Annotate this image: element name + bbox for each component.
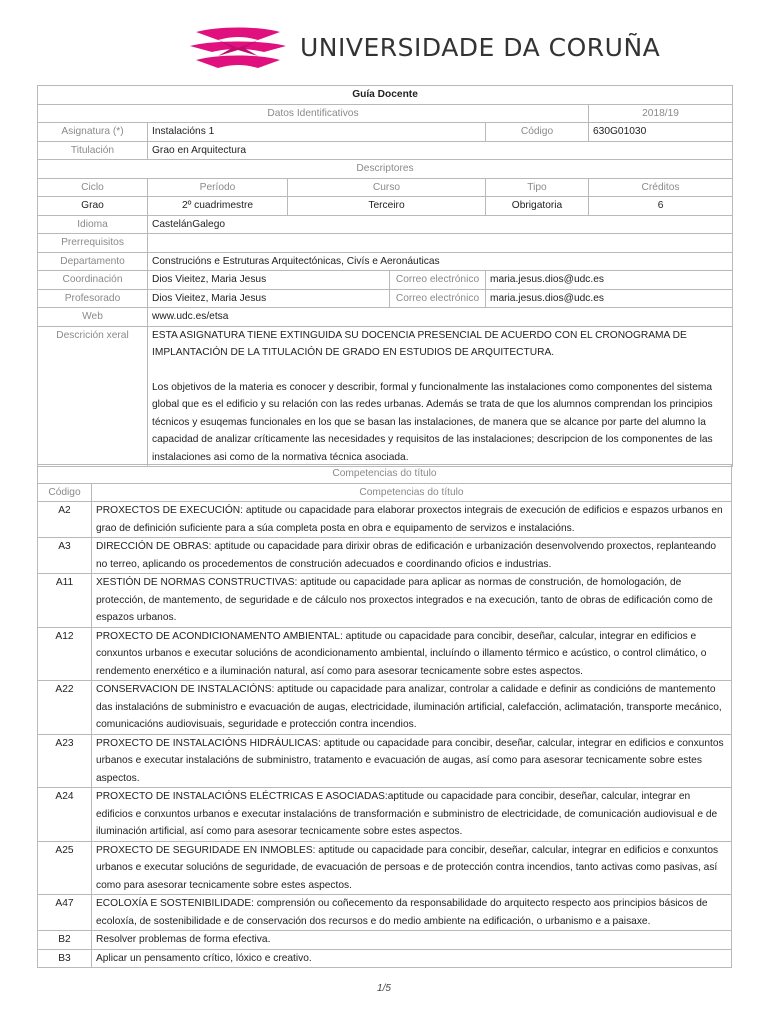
competency-code: A3 <box>38 538 92 574</box>
competency-code: A24 <box>38 788 92 842</box>
prerrequisitos-value <box>148 234 733 253</box>
university-name: UNIVERSIDADE DA CORUÑA <box>300 33 661 62</box>
competency-code: A22 <box>38 681 92 735</box>
ciclo-value: Grao <box>38 197 148 216</box>
competency-code: B2 <box>38 931 92 950</box>
coordinacion-label: Coordinación <box>38 271 148 290</box>
tipo-label: Tipo <box>486 178 589 197</box>
periodo-value: 2º cuadrimestre <box>148 197 288 216</box>
university-logo-icon <box>188 26 288 70</box>
table-row <box>38 502 732 538</box>
idioma-value: CastelánGalego <box>148 215 733 234</box>
guide-title: Guía Docente <box>38 86 733 105</box>
competency-code: A12 <box>38 627 92 681</box>
creditos-label: Créditos <box>589 178 733 197</box>
curso-value: Terceiro <box>288 197 486 216</box>
competency-text: PROXECTO DE SEGURIDADE EN INMOBLES: aptitude ou capacidade para concibir, deseñar, calcular, integrar en edificios e conxuntos urbanos e executar solucións de seguridade, de evacuación de persoas e de protección contra incendios, tanto activas como pasivas, así como para asesorar tecnicamente sobre estes aspectos. <box>92 841 732 895</box>
departamento-value: Construcións e Estruturas Arquitectónicas, Civís e Aeronáuticas <box>148 252 733 271</box>
curso-label: Curso <box>288 178 486 197</box>
competency-code: A11 <box>38 574 92 628</box>
competency-text: DIRECCIÓN DE OBRAS: aptitude ou capacidade para dirixir obras de edificación e urbanización desenvolvendo proxectos, replanteando no terreo, aplicando os procedementos de construción adecuados e coordinando oficios e industrias. <box>92 538 732 574</box>
competency-code: A47 <box>38 895 92 931</box>
titulacion-label: Titulación <box>38 141 148 160</box>
page-number: 1/5 <box>377 983 391 994</box>
descriptores-header: Descriptores <box>38 160 733 179</box>
table-row <box>38 627 732 681</box>
table-row <box>38 734 732 788</box>
tipo-value: Obrigatoria <box>486 197 589 216</box>
asignatura-value: Instalacións 1 <box>148 123 486 142</box>
col-competencias-header: Competencias do título <box>92 483 732 502</box>
idioma-label: Idioma <box>38 215 148 234</box>
descripcion-paragraph-2: Los objetivos de la materia es conocer y describir, formal y funcionalmente las instalaciones como componentes del sistema global que es el edificio y su relación con las redes urbanas. Además se trata de que los alumnos comprendan los principios técnicos y esuqemas funcionales en los que se basan las instalaciones, de manera que se alcance por parte del alumno la capacidad de analizar críticamente las necesidades y requisitos de las instalaciones; descripcion de los componentes de las instalaciones asi como de la normativa técnica asociada. <box>152 381 713 463</box>
table-row <box>38 538 732 574</box>
table-row <box>38 931 732 950</box>
competency-code: B3 <box>38 949 92 968</box>
descripcion-label: Descrición xeral <box>38 326 148 467</box>
competency-text: PROXECTO DE INSTALACIÓNS HIDRÁULICAS: aptitude ou capacidade para concibir, deseñar, calcular, integrar en edificios e conxuntos urbanos e executar instalacións de subministro, tratamento e evacuación de augas, así como para asesorar tecnicamente sobre estes aspectos. <box>92 734 732 788</box>
correo-label: Correo electrónico <box>390 271 486 290</box>
table-row <box>38 788 732 842</box>
page-header <box>0 0 768 86</box>
competencias-table <box>37 464 732 968</box>
ciclo-label: Ciclo <box>38 178 148 197</box>
correo-label-2: Correo electrónico <box>390 289 486 308</box>
web-label: Web <box>38 308 148 327</box>
descripcion-paragraph-1: ESTA ASIGNATURA TIENE EXTINGUIDA SU DOCENCIA PRESENCIAL DE ACUERDO CON EL CRONOGRAMA DE IMPLANTACIÓN DE LA TITULACIÓN DE GRADO EN ESTUDIOS DE ARQUITECTURA. <box>152 329 687 358</box>
table-row <box>38 681 732 735</box>
competency-text: Resolver problemas de forma efectiva. <box>92 931 732 950</box>
profesorado-value: Dios Vieitez, Maria Jesus <box>148 289 390 308</box>
competency-text: PROXECTOS DE EXECUCIÓN: aptitude ou capacidade para elaborar proxectos integrais de execución de edificios e espazos urbanos en grao de definición suficiente para a súa completa posta en obra e equipamento de servizos e instalacións. <box>92 502 732 538</box>
competency-text: PROXECTO DE INSTALACIÓNS ELÉCTRICAS E ASOCIADAS:aptitude ou capacidade para concibir, deseñar, calcular, integrar en edificios e conxuntos urbanos e executar instalacións de transformación e subministro de electricidade, de comunicación audiovisual e de iluminación artificial, así como para asesorar tecnicamente sobre estes aspectos. <box>92 788 732 842</box>
competencias-title: Competencias do título <box>38 465 732 484</box>
coordinacion-email: maria.jesus.dios@udc.es <box>486 271 733 290</box>
table-row <box>38 949 732 968</box>
departamento-label: Departamento <box>38 252 148 271</box>
codigo-label: Código <box>486 123 589 142</box>
prerrequisitos-label: Prerrequisitos <box>38 234 148 253</box>
periodo-label: Período <box>148 178 288 197</box>
profesorado-email: maria.jesus.dios@udc.es <box>486 289 733 308</box>
competency-text: CONSERVACION DE INSTALACIÓNS: aptitude ou capacidade para analizar, controlar a calidade e definir as condicións de mantemento das instalacións de subministro e evacuación de augas, electricidade, iluminación artificial, calefacción, aclimatación, transporte mecánico, comunicacións audiovisuais, seguridade e protección contra incendios. <box>92 681 732 735</box>
descripcion-value <box>148 326 733 467</box>
table-row <box>38 841 732 895</box>
academic-year: 2018/19 <box>589 104 733 123</box>
codigo-value: 630G01030 <box>589 123 733 142</box>
creditos-value: 6 <box>589 197 733 216</box>
competency-text: PROXECTO DE ACONDICIONAMENTO AMBIENTAL: aptitude ou capacidade para concibir, deseñar, calcular, integrar en edificios e conxuntos urbanos e executar solucións de acondicionamento ambiental, incluíndo o illamento térmico e acústico, o control climático, o rendemento enerxético e a iluminación natural, así como para asesorar tecnicamente sobre estes aspectos. <box>92 627 732 681</box>
asignatura-label: Asignatura (*) <box>38 123 148 142</box>
competency-text: Aplicar un pensamento crítico, lóxico e creativo. <box>92 949 732 968</box>
titulacion-value: Grao en Arquitectura <box>148 141 733 160</box>
competency-text: ECOLOXÍA E SOSTENIBILIDADE: comprensión ou coñecemento da responsabilidade do arquitecto respecto aos principios básicos de ecoloxía, de sostenibilidade e de conservación dos recursos e do medio ambiente na edificación, o urbanismo e a paisaxe. <box>92 895 732 931</box>
competency-text: XESTIÓN DE NORMAS CONSTRUCTIVAS: aptitude ou capacidade para aplicar as normas de construción, de homologación, de protección, de mantemento, de seguridade e de cálculo nos proxectos integrados e na execución, tanto de obras de edificación como de espazos urbanos. <box>92 574 732 628</box>
competency-code: A25 <box>38 841 92 895</box>
profesorado-label: Profesorado <box>38 289 148 308</box>
competency-code: A23 <box>38 734 92 788</box>
web-link[interactable]: www.udc.es/etsa <box>148 308 733 327</box>
table-row <box>38 574 732 628</box>
coordinacion-value: Dios Vieitez, Maria Jesus <box>148 271 390 290</box>
datos-header: Datos Identificativos <box>38 104 589 123</box>
col-codigo-header: Código <box>38 483 92 502</box>
identification-table <box>37 85 733 467</box>
table-row <box>38 895 732 931</box>
competency-code: A2 <box>38 502 92 538</box>
